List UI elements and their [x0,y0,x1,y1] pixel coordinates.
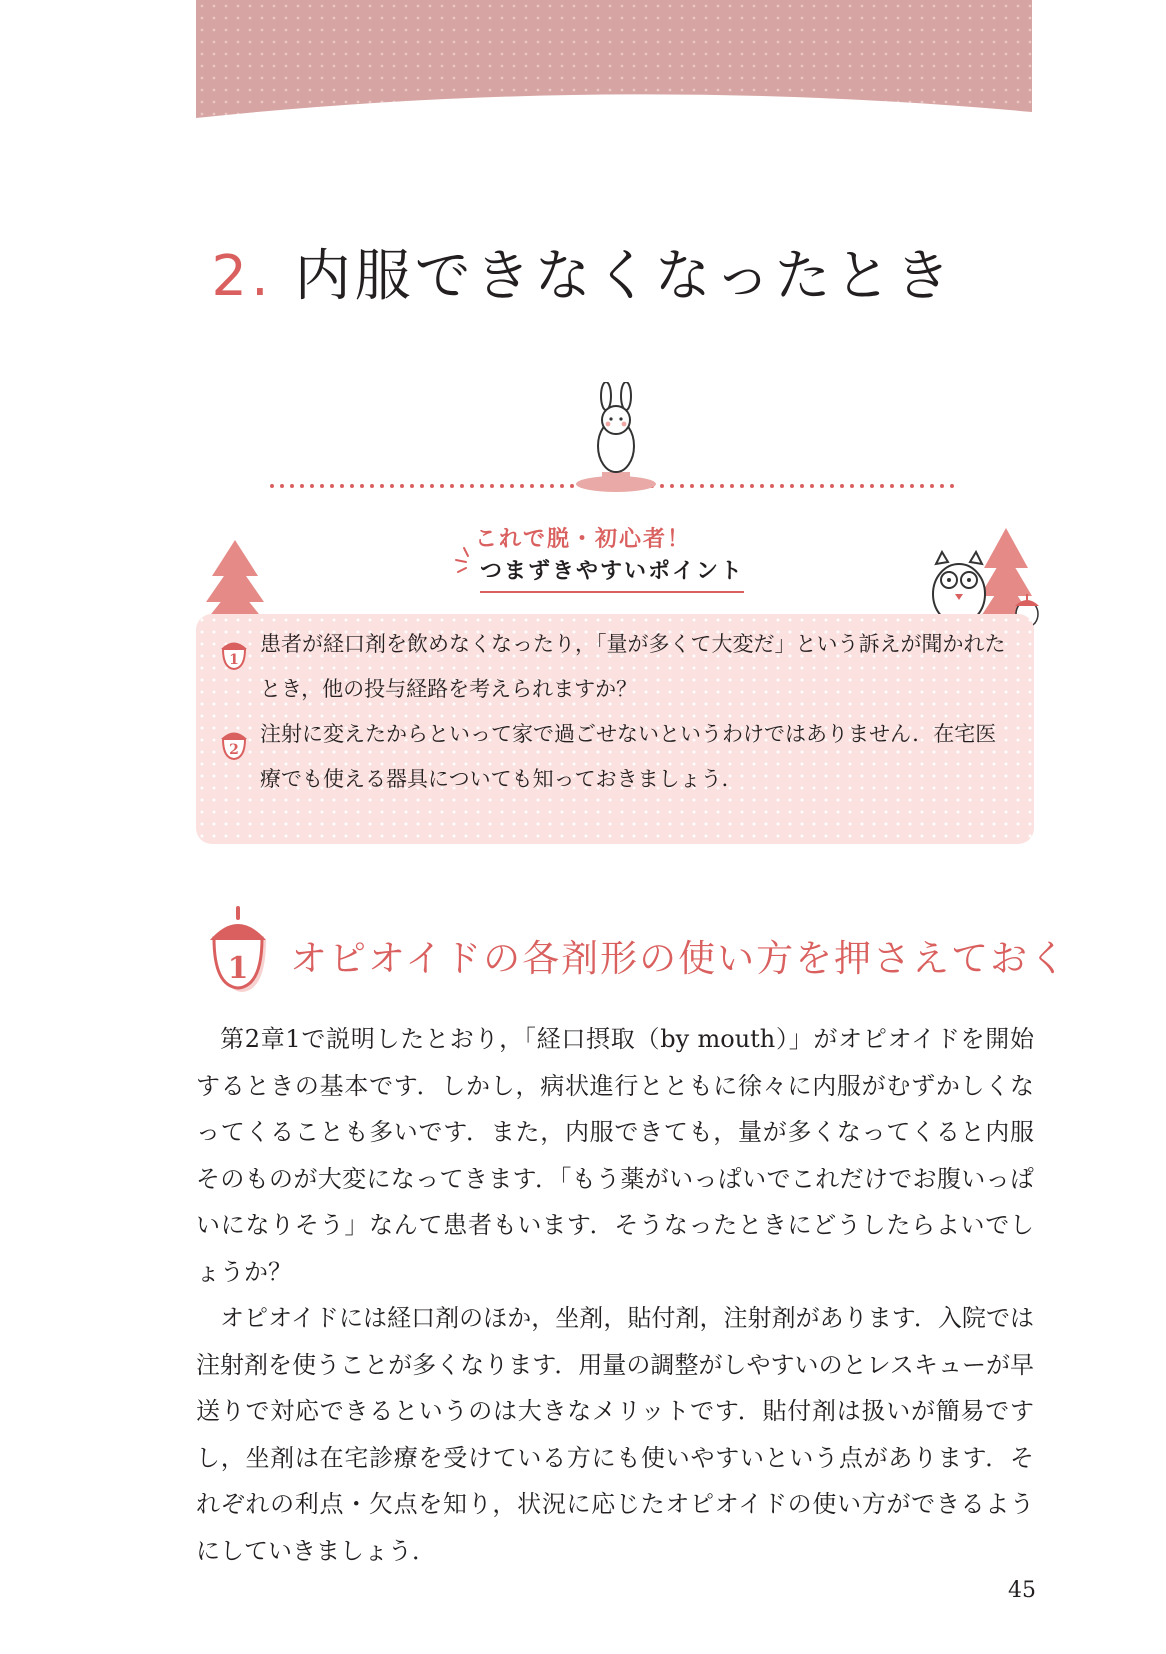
points-heading: これで脱・初心者！ [474,527,691,552]
spark-icon [454,546,480,576]
acorn-icon [220,724,248,760]
chapter-title-text: 内服できなくなったとき [294,244,955,309]
acorn-icon [208,904,276,994]
header-banner [196,0,1032,124]
body-text [196,1016,1034,1574]
point-badge-number: 2 [229,742,239,758]
points-box [196,614,1034,844]
point-badge-number: 1 [229,652,239,668]
section-badge-number: 1 [227,951,249,986]
body-paragraph: 第2章1で説明したとおり，「経口摂取（by mouth）」がオピオイドを開始するときの基本です．しかし，病状進行とともに徐々に内服がむずかしくなってくることも多いです．また，内服できても，量が多くなってくると内服そのものが大変になってきます．「もう薬がいっぱいでこれだけでお腹いっぱいになりそう」なんて患者もいます．そうなったときにどうしたらよいでしょうか？ [196,1025,1034,1286]
points-subheading: つまずきやすいポイント [480,554,744,593]
point-item: 患者が経口剤を飲めなくなったり，「量が多くて大変だ」という訴えが聞かれたとき，他の投与経路を考えられますか？ [260,632,1006,701]
body-paragraph: オピオイドには経口剤のほか，坐剤，貼付剤，注射剤があります．入院では注射剤を使うことが多くなります．用量の調整がしやすいのとレスキューが早送りで対応できるというのは大きなメリットです．貼付剤は扱いが簡易ですし，坐剤は在宅診療を受けている方にも使いやすいという点があります．それぞれの利点・欠点を知り，状況に応じたオピオイドの使い方ができるようにしていきましょう． [196,1304,1034,1565]
section-title: オピオイドの各剤形の使い方を押さえておく [290,937,1069,980]
rabbit-icon [568,382,664,492]
acorn-icon [220,634,248,670]
page-number: 45 [1008,1578,1036,1603]
chapter-title [0,232,1166,312]
point-item: 注射に変えたからといって家で過ごせないというわけではありません．在宅医療でも使える器具についても知っておきましょう． [260,722,997,791]
chapter-number: 2. [211,244,273,309]
